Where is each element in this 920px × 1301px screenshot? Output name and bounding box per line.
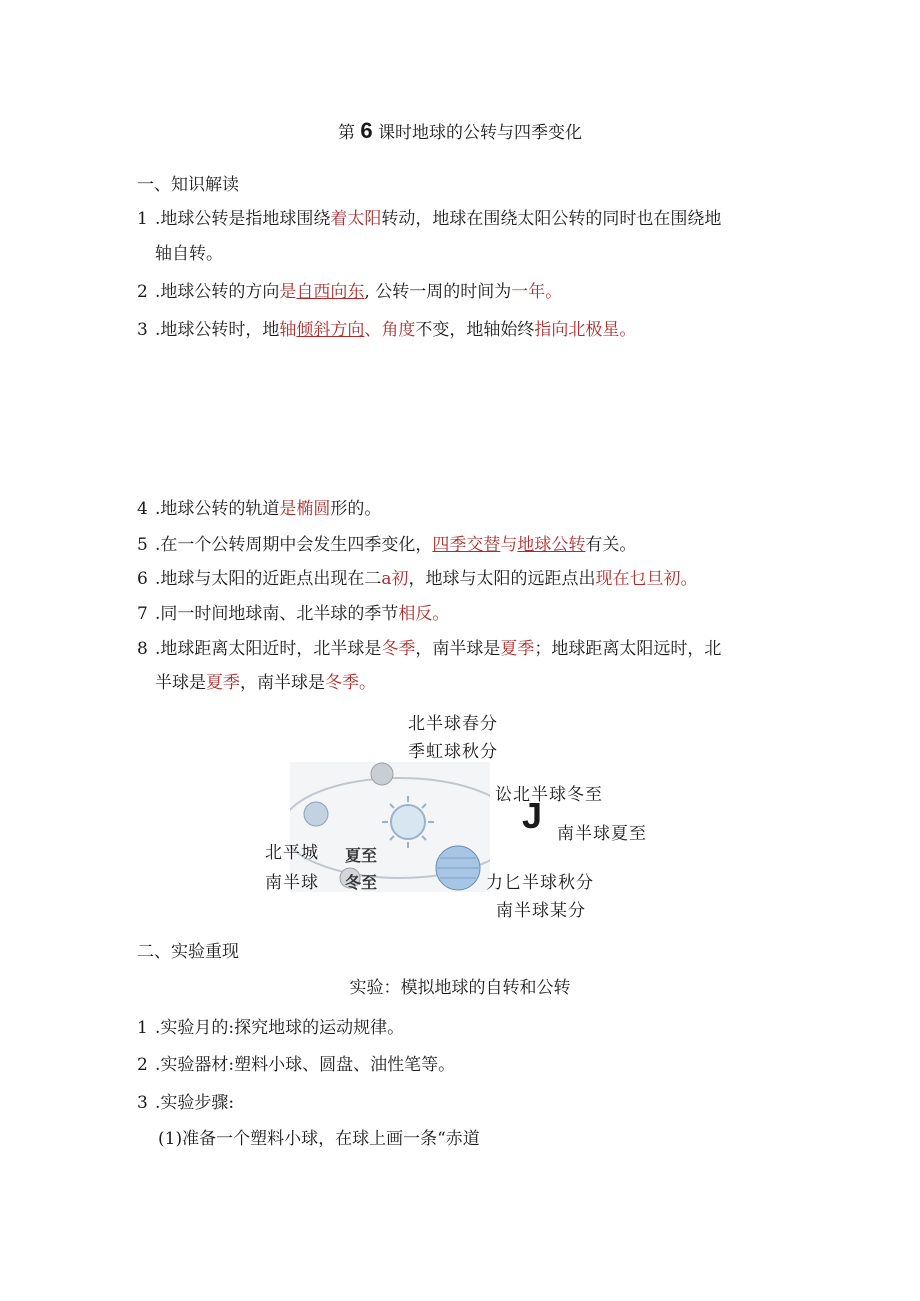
experiment-item-2: 2 .实验器材:塑料小球、圆盘、油性笔等。 — [137, 1055, 456, 1075]
label-sh-autumn: 季虹球秋分 — [408, 742, 498, 762]
knowledge-item-2: 2 .地球公转的方向是自西向东, 公转一周的时间为一年。 — [137, 282, 563, 302]
experiment-item-3: 3 .实验步骤: — [137, 1093, 235, 1113]
orbit-illustration — [290, 762, 490, 892]
knowledge-item-1: 1 .地球公转是指地球围绕着太阳转动，地球在围绕太阳公转的同时也在围绕地 — [137, 209, 722, 229]
label-big-j: J — [522, 795, 543, 836]
orbit-diagram — [260, 700, 680, 925]
label-sh-left: 南半球 — [265, 873, 319, 893]
experiment-item-1: 1 .实验月的:探究地球的运动规律。 — [137, 1018, 405, 1038]
label-nh-left: 北平城 — [265, 843, 319, 863]
experiment-title: 实验：模拟地球的自转和公转 — [349, 978, 571, 998]
knowledge-item-6: 6 .地球与太阳的近距点出现在二a初，地球与太阳的远距点出现在乜旦初。 — [137, 569, 698, 589]
label-nh-winter: 讼北半球冬至 — [495, 785, 603, 805]
knowledge-item-8: 8 .地球距离太阳近时，北半球是冬季，南半球是夏季；地球距离太阳远时，北 — [137, 639, 722, 659]
earth-right-icon — [436, 846, 480, 890]
label-inner-winter: 冬至 — [345, 873, 378, 892]
label-nh-autumn: 力匕半球秋分 — [486, 873, 594, 893]
label-sh-summer: 南半球夏至 — [557, 824, 647, 844]
page-title: 第 6 课时地球的公转与四季变化 — [337, 118, 583, 143]
knowledge-item-7: 7 .同一时间地球南、北半球的季节相反。 — [137, 604, 450, 624]
knowledge-item-3: 3 .地球公转时，地轴倾斜方向、角度不变，地轴始终指向北极星。 — [137, 320, 637, 340]
earth-left-icon — [304, 802, 328, 826]
knowledge-item-4: 4 .地球公转的轨道是椭圆形的。 — [137, 499, 382, 519]
knowledge-item-1-cont: 轴自转。 — [155, 244, 223, 264]
section-heading-knowledge: 一、知识解读 — [137, 175, 239, 195]
label-inner-summer: 夏至 — [345, 846, 378, 865]
section-heading-experiment: 二、实验重现 — [137, 942, 239, 962]
knowledge-item-5: 5 .在一个公转周期中会发生四季变化，四季交替与地球公转有关。 — [137, 535, 637, 555]
label-sh-spring: 南半球某分 — [496, 901, 586, 921]
experiment-step-1: (1)准备一个塑料小球，在球上画一条“赤道 — [158, 1129, 480, 1149]
knowledge-item-8-cont: 半球是夏季，南半球是冬季。 — [155, 673, 376, 693]
label-nh-spring: 北半球春分 — [408, 714, 498, 734]
earth-top-icon — [371, 763, 393, 785]
